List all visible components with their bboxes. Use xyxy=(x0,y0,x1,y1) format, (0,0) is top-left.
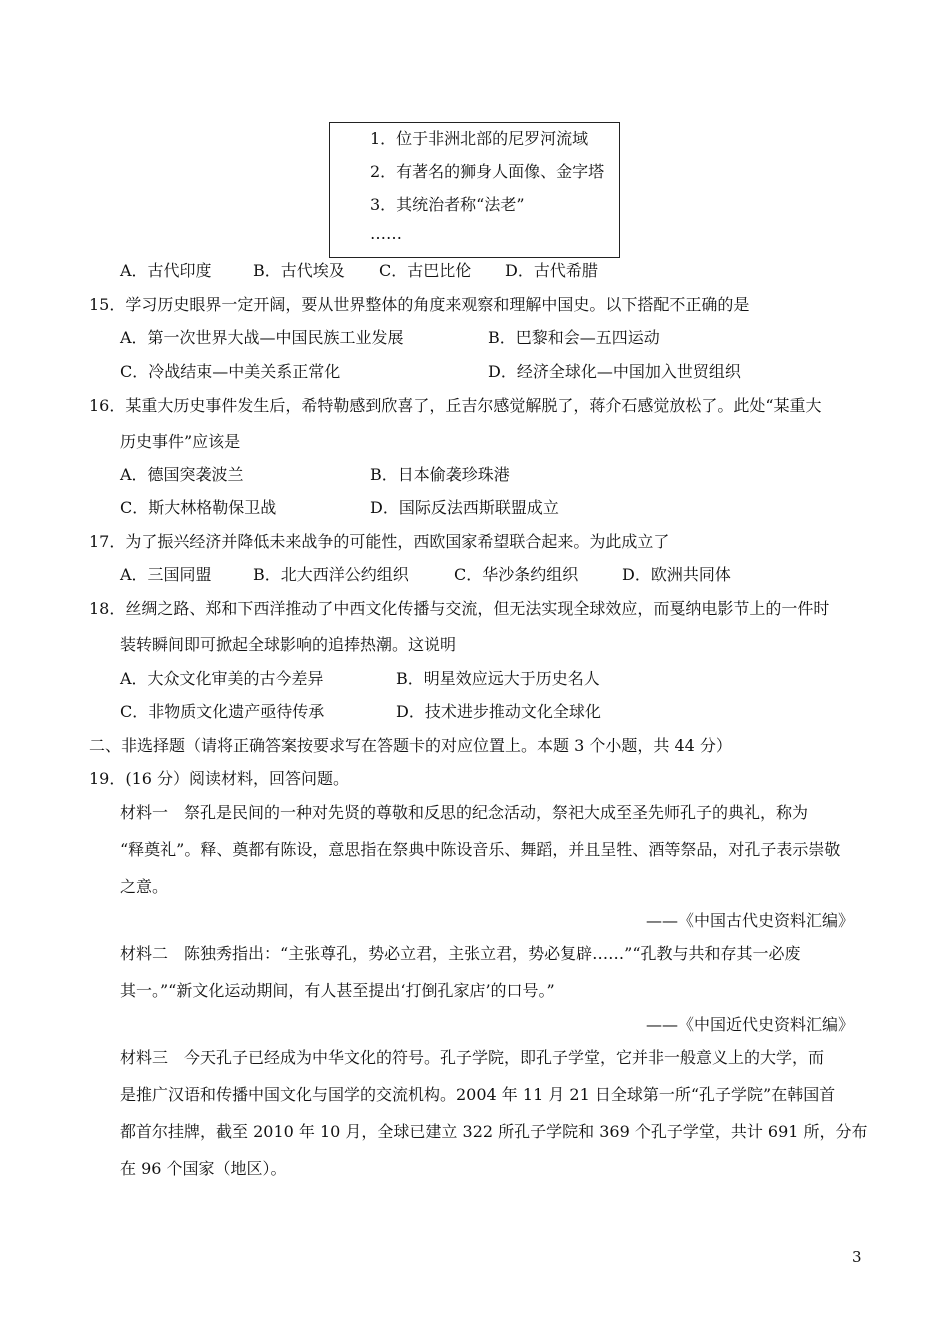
q15-option-a: A．第一次世界大战—中国民族工业发展 xyxy=(120,328,404,347)
q18-option-b: B．明星效应远大于历史名人 xyxy=(396,669,600,688)
q18-option-c: C．非物质文化遗产亟待传承 xyxy=(120,702,325,721)
box-line-2: 2．有著名的狮身人面像、金字塔 xyxy=(370,162,605,181)
q16-stem-2: 历史事件”应该是 xyxy=(120,432,241,451)
material-box xyxy=(329,122,620,258)
q16-option-c: C．斯大林格勒保卫战 xyxy=(120,498,277,517)
material-3-line-4: 在 96 个国家（地区）。 xyxy=(120,1159,287,1178)
material-1-line-2: “释奠礼”。释、奠都有陈设，意思指在祭典中陈设音乐、舞蹈，并且呈牲、酒等祭品，对孔子表示崇敬 xyxy=(120,840,841,859)
box-line-4: …… xyxy=(370,224,402,243)
q16-option-b: B．日本偷袭珍珠港 xyxy=(370,465,510,484)
q16-option-a: A．德国突袭波兰 xyxy=(120,465,244,484)
material-3-line-1: 材料三 今天孔子已经成为中华文化的符号。孔子学院，即孔子学堂，它并非一般意义上的大学，而 xyxy=(120,1048,825,1067)
q15-option-d: D．经济全球化—中国加入世贸组织 xyxy=(488,362,741,381)
material-1-source: ——《中国古代史资料汇编》 xyxy=(645,911,854,930)
q16-option-d: D．国际反法西斯联盟成立 xyxy=(370,498,559,517)
q14-option-c: C．古巴比伦 xyxy=(379,261,472,280)
material-2-source: ——《中国近代史资料汇编》 xyxy=(645,1015,854,1034)
material-3-line-2: 是推广汉语和传播中国文化与国学的交流机构。2004 年 11 月 21 日全球第一所“孔子学院”在韩国首 xyxy=(120,1085,836,1104)
material-1-line-3: 之意。 xyxy=(120,877,169,896)
q14-option-a: A．古代印度 xyxy=(120,261,212,280)
q17-option-c: C．华沙条约组织 xyxy=(454,565,579,584)
q17-stem: 17．为了振兴经济并降低未来战争的可能性，西欧国家希望联合起来。为此成立了 xyxy=(89,532,670,551)
q18-option-a: A．大众文化审美的古今差异 xyxy=(120,669,324,688)
q18-stem-1: 18．丝绸之路、郑和下西洋推动了中西文化传播与交流，但无法实现全球效应，而戛纳电影节上的一件时 xyxy=(89,599,830,618)
q16-stem-1: 16．某重大历史事件发生后，希特勒感到欣喜了，丘吉尔感觉解脱了，蒋介石感觉放松了。此处“某重大 xyxy=(89,396,822,415)
box-line-3: 3．其统治者称“法老” xyxy=(370,195,525,214)
q17-option-b: B．北大西洋公约组织 xyxy=(253,565,409,584)
material-1-line-1: 材料一 祭孔是民间的一种对先贤的尊敬和反思的纪念活动，祭祀大成至圣先师孔子的典礼，称为 xyxy=(120,803,809,822)
q15-option-b: B．巴黎和会—五四运动 xyxy=(488,328,660,347)
box-line-1: 1．位于非洲北部的尼罗河流域 xyxy=(370,129,589,148)
section-2-heading: 二、非选择题（请将正确答案按要求写在答题卡的对应位置上。本题 3 个小题，共 44 分） xyxy=(89,736,732,755)
material-3-line-3: 都首尔挂牌，截至 2010 年 10 月，全球已建立 322 所孔子学院和 369 个孔子学堂，共计 691 所，分布 xyxy=(120,1122,868,1141)
q15-option-c: C．冷战结束—中美关系正常化 xyxy=(120,362,341,381)
q18-option-d: D．技术进步推动文化全球化 xyxy=(396,702,601,721)
q18-stem-2: 装转瞬间即可掀起全球影响的追捧热潮。这说明 xyxy=(120,635,457,654)
q17-option-a: A．三国同盟 xyxy=(120,565,212,584)
q14-option-d: D．古代希腊 xyxy=(505,261,598,280)
material-2-line-2: 其一。”“新文化运动期间，有人甚至提出‘打倒孔家店’的口号。” xyxy=(120,981,555,1000)
page-number: 3 xyxy=(852,1248,862,1266)
q19-stem: 19．(16 分）阅读材料，回答问题。 xyxy=(89,769,350,788)
material-2-line-1: 材料二 陈独秀指出：“主张尊孔，势必立君，主张立君，势必复辟……”“孔教与共和存其一必废 xyxy=(120,944,801,963)
q14-option-b: B．古代埃及 xyxy=(253,261,345,280)
q15-stem: 15．学习历史眼界一定开阔，要从世界整体的角度来观察和理解中国史。以下搭配不正确的是 xyxy=(89,295,750,314)
q17-option-d: D．欧洲共同体 xyxy=(622,565,731,584)
